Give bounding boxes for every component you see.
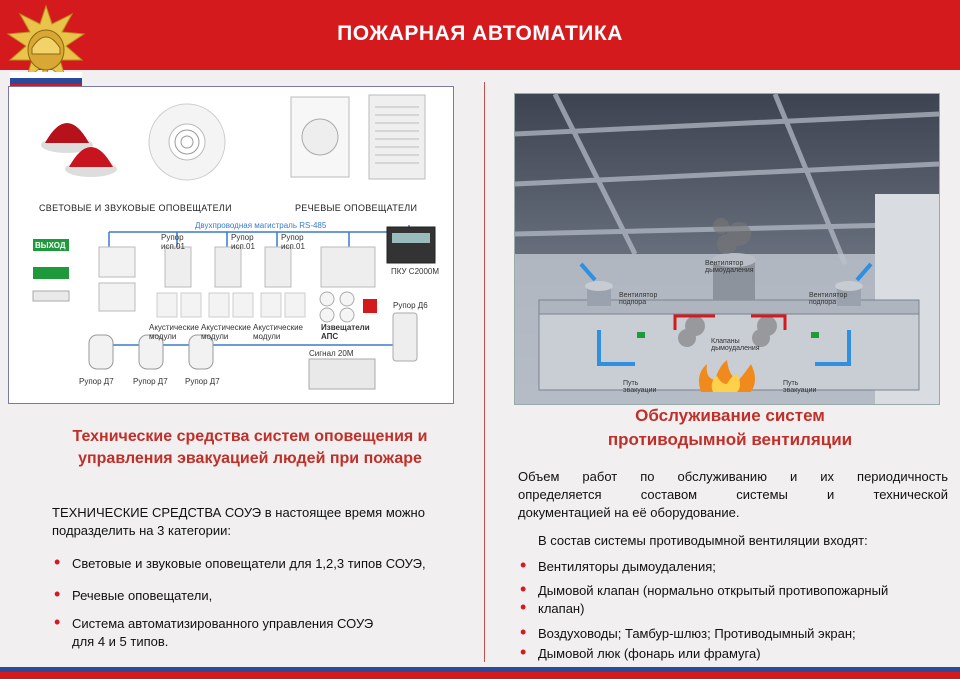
left-intro-line2: подразделить на 3 категории: bbox=[52, 523, 231, 538]
right-paragraph bbox=[518, 468, 948, 522]
left-list-item: Речевые оповещатели, bbox=[72, 588, 213, 603]
wall-speaker-icon bbox=[291, 95, 425, 179]
panel-label: ПКУ С2000М bbox=[391, 267, 440, 276]
column-divider bbox=[484, 82, 485, 662]
left-heading-line2: управления эвакуацией людей при пожаре bbox=[78, 450, 422, 467]
right-para-line3: документацией на её оборудование. bbox=[518, 505, 740, 520]
left-list-item: Световые и звуковые оповещатели для 1,2,3 типов СОУЭ, bbox=[72, 556, 426, 571]
right-para-line1: Объем работ по обслуживанию и их периодичность bbox=[518, 469, 948, 484]
equipment-diagram bbox=[8, 86, 454, 404]
bullet-dot: • bbox=[520, 579, 527, 599]
path-left-label: Путь эвакуации bbox=[623, 380, 657, 394]
right-heading-line1: Обслуживание систем bbox=[635, 406, 825, 425]
phone-label-3: Рупор Д7 bbox=[185, 377, 220, 386]
bullet-dot: • bbox=[520, 642, 527, 662]
signal-label: Сигнал 20М bbox=[309, 349, 354, 358]
fan-center-label: Вентилятор дымоудаления bbox=[705, 260, 754, 274]
footer-stripe-red bbox=[0, 672, 960, 679]
horn-label-2: Рупор исп.01 bbox=[231, 233, 255, 251]
bullet-dot: • bbox=[520, 597, 527, 617]
caption-light-sound: СВЕТОВЫЕ И ЗВУКОВЫЕ ОПОВЕЩАТЕЛИ bbox=[39, 203, 232, 213]
header-banner bbox=[0, 0, 960, 70]
left-intro bbox=[52, 504, 472, 540]
right-list-item: Вентиляторы дымоудаления; bbox=[538, 559, 716, 574]
bullet-dot: • bbox=[54, 552, 61, 572]
acoustic-label-1: Акустические модули bbox=[149, 323, 200, 341]
left-list-item: Система автоматизированного управления СОУЭ bbox=[72, 616, 374, 631]
right-para-line2: определяется составом системы и технической bbox=[518, 487, 948, 502]
bullet-dot: • bbox=[520, 555, 527, 575]
phone-d6-label: Рупор Д6 bbox=[393, 301, 428, 310]
acoustic-label-2: Акустические модули bbox=[201, 323, 252, 341]
valves-label: Клапаны дымоудаления bbox=[711, 338, 760, 352]
path-right-label: Путь эвакуации bbox=[783, 380, 817, 394]
fan-right-label: Вентилятор подпора bbox=[809, 292, 848, 306]
detectors-label: Извещатели АПС bbox=[321, 323, 370, 341]
bullet-dot: • bbox=[54, 612, 61, 632]
page-title: ПОЖАРНАЯ АВТОМАТИКА bbox=[337, 22, 623, 45]
right-heading bbox=[530, 404, 930, 452]
fan-left-label: Вентилятор подпора bbox=[619, 292, 658, 306]
left-intro-line1: ТЕХНИЧЕСКИЕ СРЕДСТВА СОУЭ в настоящее время можно bbox=[52, 505, 425, 520]
right-list-item: клапан) bbox=[538, 601, 585, 616]
acoustic-label-3: Акустические модули bbox=[253, 323, 304, 341]
horn-label-3: Рупор исп.01 bbox=[281, 233, 305, 251]
horn-label-1: Рупор исп.01 bbox=[161, 233, 185, 251]
exit-sign-label: ВЫХОД bbox=[35, 241, 66, 250]
round-sounder-icon bbox=[149, 104, 225, 180]
caption-speech: РЕЧЕВЫЕ ОПОВЕЩАТЕЛИ bbox=[295, 203, 418, 213]
strobe-light-icon bbox=[41, 123, 117, 177]
right-includes: В состав системы противодымной вентиляции входят: bbox=[538, 533, 868, 548]
left-list-item-continued: для 4 и 5 типов. bbox=[72, 634, 169, 649]
bullet-dot: • bbox=[520, 622, 527, 642]
left-heading-line1: Технические средства систем оповещения и bbox=[72, 428, 428, 445]
right-list-item: Воздуховоды; Тамбур-шлюз; Противодымный экран; bbox=[538, 626, 856, 641]
right-heading-line2: противодымной вентиляции bbox=[607, 430, 853, 449]
right-list-item: Дымовой люк (фонарь или фрамуга) bbox=[538, 646, 761, 661]
ventilation-illustration bbox=[514, 93, 940, 405]
bus-label: Двухпроводная магистраль RS-485 bbox=[195, 221, 327, 230]
phone-label-2: Рупор Д7 bbox=[133, 377, 168, 386]
left-heading bbox=[40, 426, 460, 470]
phone-label-1: Рупор Д7 bbox=[79, 377, 114, 386]
bullet-dot: • bbox=[54, 584, 61, 604]
right-list-item: Дымовой клапан (нормально открытый противопожарный bbox=[538, 583, 889, 598]
ventilation-graphics bbox=[515, 94, 939, 404]
